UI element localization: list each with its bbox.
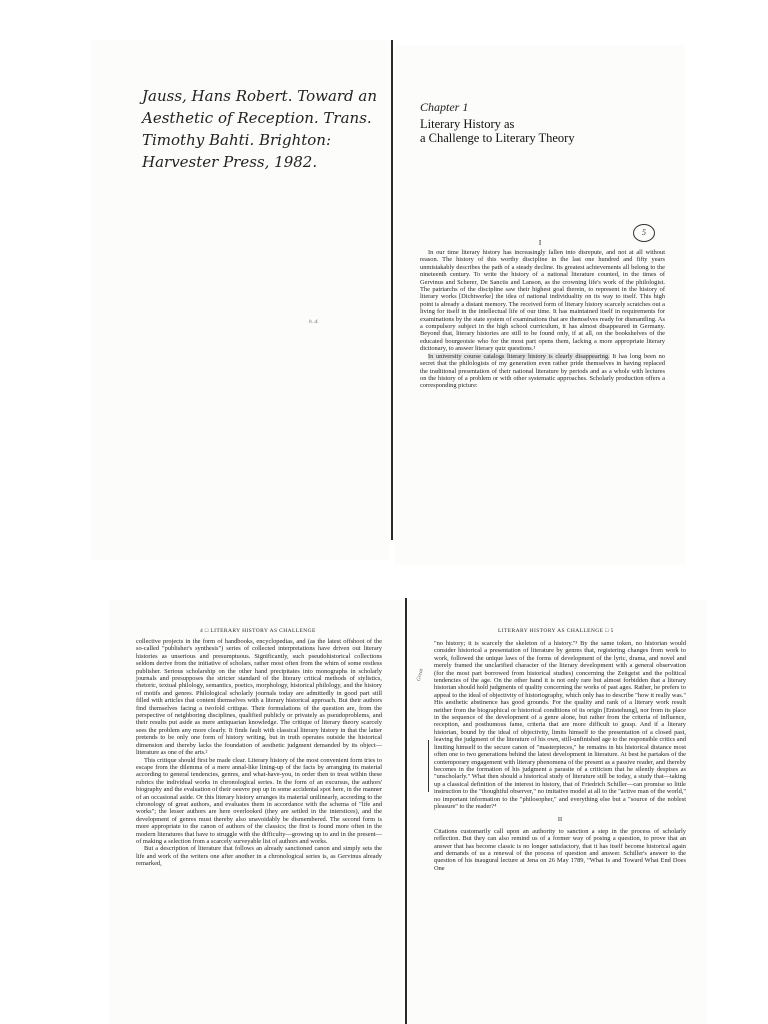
- page-4-paragraph-1: collective projects in the form of handbooks, encyclopedias, and (as the latest offshoot of the so-called "publisher's synthesis") series of collected interpretations have driven out literary histories as unserious and presumptuous. Significantly, such pseudohistorical collections seldom derive from the initiative of scholars, rather most often from the whim of some restless publisher. Serious scholarship on the other hand precipitates into monographs in scholarly journals and presupposes the stricter standard of the literary critical methods of stylistics, rhetoric, textual philology, semantics, poetics, morphology, historical philology, and the history of motifs and genres. Philological scholarly journals today are admittedly in good part still filled with articles that content themselves with a literary historical approach. But their authors find themselves facing a twofold critique. Their formulations of the question are, from the perspective of neighboring disciplines, qualified publicly or privately as pseudoproblems, and their results put aside as mere antiquarian knowledge. The critique of literary theory scarcely sees the problem any more clearly. It finds fault with classical literary history in that the latter pretends to be only one form of history writing, but in truth operates outside the historical dimension and thereby lacks the foundation of aesthetic judgment demanded by its object—literature as one of the arts.²: [136, 638, 382, 757]
- page-5-text: [434, 640, 686, 872]
- ink-bracket-mark: [428, 740, 429, 792]
- page-4-paragraph-2: This critique should first be made clear. Literary history of the most convenient form tries to escape from the dilemma of a mere annal-like lining-up of the facts by arranging its material according to general tendencies, genres, and what-have-you, in order then to treat within these rubrics the individual works in chronological series. In the form of an excursus, the authors' biography and the evaluation of their oeuvre pop up in some accidental spot here, in the manner of an occasional aside. Or this literary history arranges its material unilinearly, according to the chronology of great authors, and evaluates them in accordance with the schema of "life and works"; the lesser authors are here overlooked (they are settled in the interstices), and the development of genres must thereby also unavoidably be dismembered. The second form is more appropriate to the canon of authors of the classics; the first is found more often in the modern literatures that have to struggle with the difficulty—growing up to and in the present—of making a selection from a scarcely surveyable list of authors and works.: [136, 756, 382, 845]
- gutter-line-top: [391, 40, 393, 540]
- margin-note-left: h. d.: [309, 319, 319, 325]
- handwritten-line: Jauss, Hans Robert. Toward an: [142, 87, 378, 105]
- chapter-title-line: a Challenge to Literary Theory: [420, 131, 575, 145]
- chapter-title-line: Literary History as: [420, 117, 515, 131]
- section-one-text: [420, 249, 665, 390]
- handwritten-line: Aesthetic of Reception. Trans.: [142, 109, 372, 127]
- circled-page-number: 5: [633, 224, 655, 242]
- gutter-line-bottom: [405, 598, 407, 1024]
- page-5-paragraph-2: Citations customarily call upon an authority to sanction a step in the process of scholarly reflection. But they can also remind us of a former way of posing a question, to prove that an answer that has become classic is no longer satisfactory, that it has itself become historical again and demands of us a renewal of the process of question and answer. Schiller's answer to the question of his inaugural lecture at Jena on 26 May 1789, "What Is and Toward What End Does One: [434, 827, 686, 872]
- section-numeral-i: I: [538, 239, 542, 247]
- section-numeral-ii: II: [557, 816, 563, 824]
- page-4-text: [136, 638, 382, 868]
- page-top-left: [90, 40, 390, 560]
- chapter-title: [420, 117, 660, 145]
- page-5-paragraph-1: "no history; it is scarcely the skeleton of a history."³ By the same token, no historian would consider historical a presentation of literature by genres that, registering changes from work to work, followed the unique laws of the forms of development of the lyric, drama, and novel and merely framed the unclarified character of the literary development with a general observation (for the most part borrowed from historical studies) concerning the Zeitgeist and the political tendencies of the age. On the other hand it is not only rare but almost forbidden that a literary historian should hold judgments of quality concerning the works of past ages. Rather, he prefers to appeal to the ideal of objectivity of historiography, which only has to describe "how it really was." His aesthetic abstinence has good grounds. For the quality and rank of a literary work result neither from the biographical or historical conditions of its origin [Entstehung], nor from its place in the sequence of the development of a genre alone, but rather from the criteria of influence, reception, and posthumous fame, criteria that are more difficult to grasp. And if a literary historian, bound by the ideal of objectivity, limits himself to the presentation of a closed past, leaving the judgment of the literature of his own, still-unfinished age to the responsible critics and limiting himself to the secure canon of "masterpieces," he remains in his historical distance most often one to two generations behind the latest development in literature. At best he partakes of the contemporary engagement with literary phenomena of the present as a passive reader, and thereby becomes in the formation of his judgment a parasite of a criticism that he silently despises as "unscholarly." What then should a historical study of literature still be today, a study that—taking up a classical definition of the interest in history, that of Friedrich Schiller—can promise so little instruction to the "thoughtful observer," no imitative model at all to the "active man of the world," no important information to the "philosopher," and everything else but a "source of the noblest pleasure" to the reader?⁴: [434, 640, 686, 810]
- page-4-paragraph-3: But a description of literature that follows an already sanctioned canon and simply sets the life and work of the writers one after another in a chronological series is, as Gervinus already remarked,: [136, 845, 382, 868]
- page-bottom-right: [408, 600, 706, 1024]
- handwritten-line: Timothy Bahti. Brighton:: [142, 131, 332, 149]
- running-head-page-4: 4 □ LITERARY HISTORY AS CHALLENGE: [200, 628, 316, 634]
- handwritten-line: Harvester Press, 1982.: [142, 153, 318, 171]
- page-bottom-left: [110, 600, 402, 1024]
- section-one-paragraph-1: In our time literary history has increasingly fallen into disrepute, and not at all without reason. The history of this worthy discipline in the last one hundred and fifty years unmistakably describes the path of a steady decline. Its greatest achievements all belong to the nineteenth century. To write the history of a national literature counted, in the times of Gervinus and Scherer, De Sanctis and Lanson, as the crowning life's work of the philologist. The patriarchs of the discipline saw their highest goal therein, to represent in the history of literary works [Dichtwerke] the idea of national individuality on its way to itself. This high point is already a distant memory. The received form of literary history scarcely scratches out a living for itself in the intellectual life of our time. It has maintained itself in requirements for examinations by the state system of examinations that are themselves ready for dismantling. As a compulsory subject in the high school curriculum, it has almost disappeared in Germany. Beyond that, literary histories are still to be found only, if at all, on the bookshelves of the educated bourgeoisie who for the most part opens them, lacking a more appropriate literary dictionary, to answer literary quiz questions.¹: [420, 249, 665, 353]
- page-top-right: [309, 45, 685, 565]
- paragraph-continuation: It has long been no secret that the philologists of my generation even rather pride themselves in having replaced the traditional presentation of their national literature by periods and as a whole with lectures on the history of a problem or with other systematic approaches. Scholarly production offers a corresponding picture:: [420, 352, 665, 390]
- handwritten-citation: [142, 85, 382, 173]
- margin-note-great: Great: [415, 668, 425, 682]
- highlighted-phrase: In university course catalogs literary history is clearly disappearing.: [428, 352, 610, 360]
- section-one-paragraph-2: [420, 353, 665, 390]
- chapter-label: Chapter 1: [420, 100, 469, 114]
- running-head-page-5: LITERARY HISTORY AS CHALLENGE □ 5: [498, 628, 614, 634]
